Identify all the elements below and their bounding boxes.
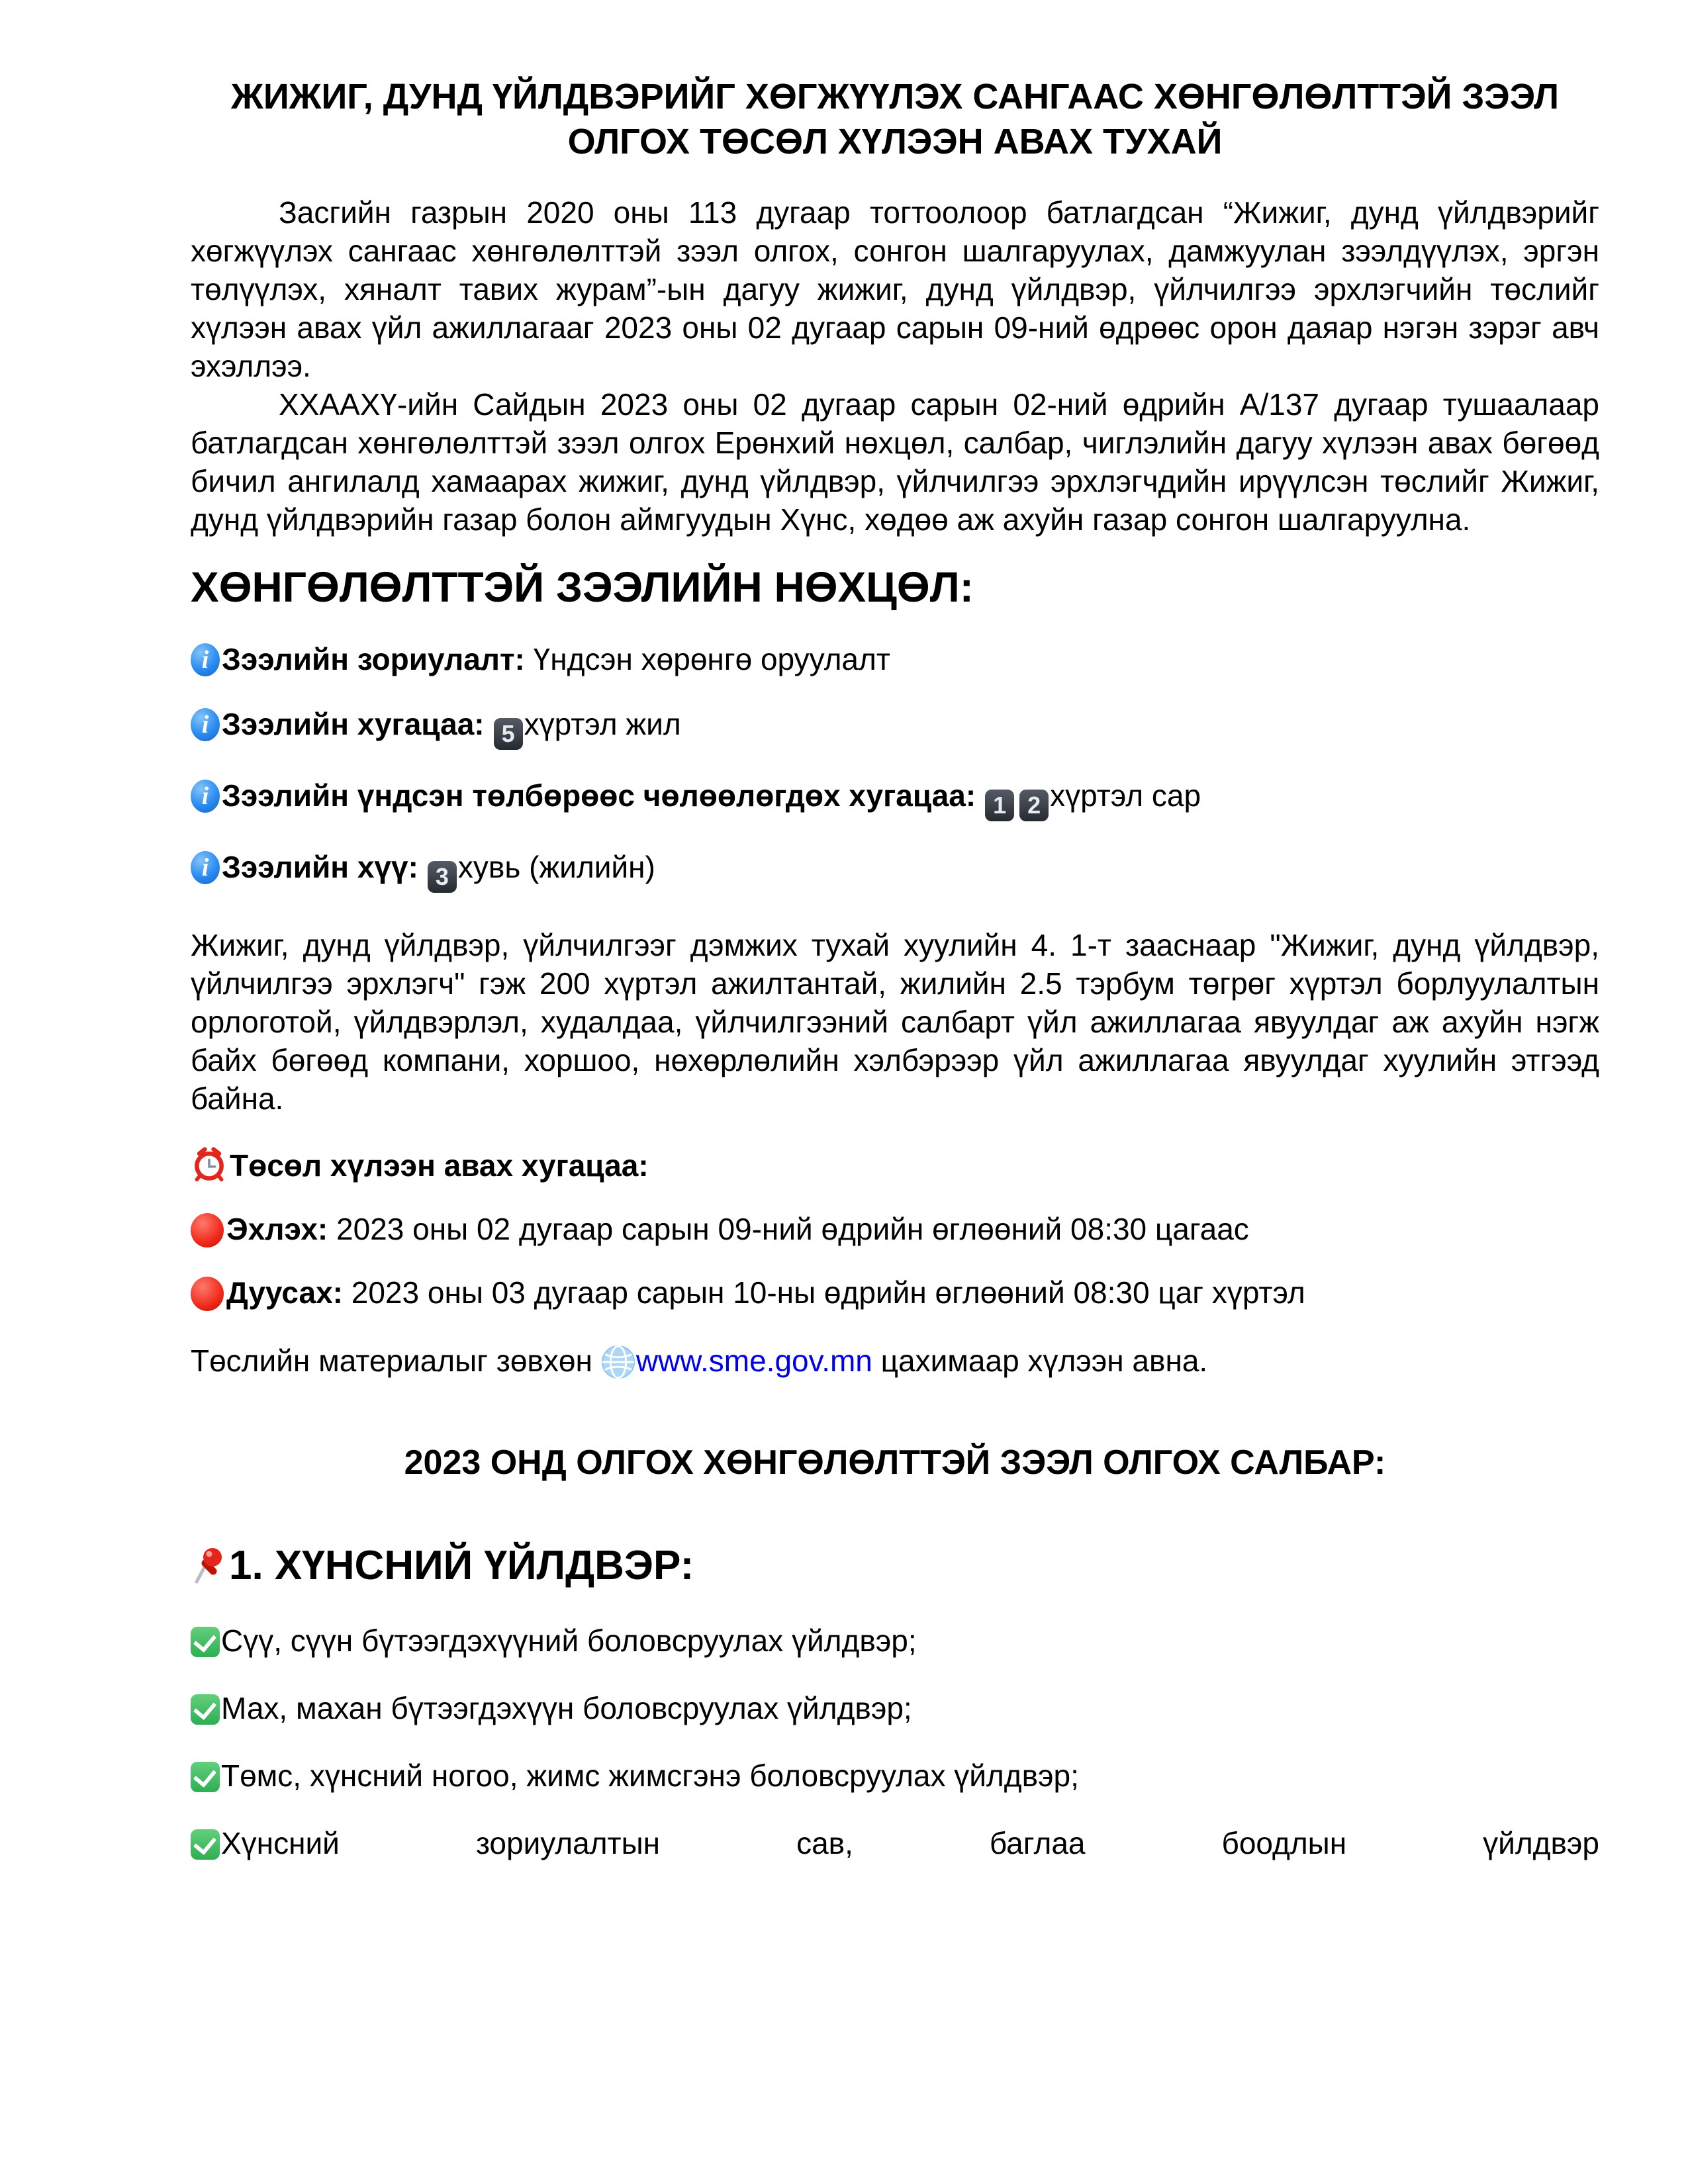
sector-item-packaging [191,1824,1599,1862]
check-icon [191,1762,220,1792]
loan-conditions-heading: ХӨНГӨЛӨЛТТЭЙ ЗЭЭЛИЙН НӨХЦӨЛ: [191,563,974,611]
document-title-line2: ОЛГОХ ТӨСӨЛ ХҮЛЭЭН АВАХ ТУХАЙ [567,122,1223,161]
condition-value: хувь (жилийн) [457,850,655,884]
sector-item-text: Сүү, сүүн бүтээгдэхүүний боловсруулах үйлдвэр; [221,1623,917,1658]
condition-row-purpose [191,640,1599,678]
schedule-end-row [191,1273,1599,1312]
sector-item-text: Мах, махан бүтээгдэхүүн боловсруулах үйлдвэр; [221,1691,912,1725]
condition-row-term [191,705,1599,750]
condition-label: Зээлийн хугацаа: [222,707,485,741]
keycap-digit-icon: 1 [985,790,1014,821]
submission-line [191,1342,1599,1380]
sectors-main-heading: 2023 ОНД ОЛГОХ ХӨНГӨЛӨЛТТЭЙ ЗЭЭЛ ОЛГОХ САЛБАР: [404,1443,1386,1482]
schedule-end-label: Дуусах: [226,1275,343,1310]
condition-row-interest [191,848,1599,893]
check-icon [191,1829,220,1860]
condition-label: Зээлийн зориулалт: [222,642,525,676]
submission-suffix: цахимаар хүлээн авна. [872,1343,1208,1378]
sector-item-vegetable [191,1756,1599,1795]
condition-value: Үндсэн хөрөнгө оруулалт [524,642,890,676]
condition-label: Зээлийн үндсэн төлбөрөөс чөлөөлөгдөх хугацаа: [222,778,976,813]
sme-website-link[interactable]: www.sme.gov.mn [635,1343,872,1378]
submission-prefix: Төслийн материалыг зөвхөн [191,1343,592,1378]
globe-icon [600,1344,636,1380]
condition-label: Зээлийн хүү: [222,850,418,884]
paragraph-intro-1: Засгийн газрын 2020 оны 113 дугаар тогтоолоор батлагдсан “Жижиг, дунд үйлдвэрийг хөгжүүлэх сангаас хөнгөлөлттэй зээл олгох, сонгон шалгаруулах, дамжуулан зээлдүүлэх, эргэн төлүүлэх, хяналт тавих журам”-ын дагуу жижиг, дунд үйлдвэр, үйлчилгээ эрхлэгчийн төслийг хүлээн авах үйл ажиллагааг 2023 оны 02 дугаар сарын 09-ний өдрөөс орон даяар нэгэн зэрэг авч эхэллээ. [191,195,1599,383]
schedule-start-row [191,1210,1599,1248]
sector-item-meat [191,1689,1599,1727]
schedule-start-label: Эхлэх: [226,1212,328,1246]
document-title [191,74,1599,164]
info-icon [191,780,220,813]
keycap-digit-icon: 5 [494,718,523,750]
sector-item-dairy [191,1621,1599,1660]
info-icon [191,708,220,741]
pushpin-icon [191,1546,228,1586]
keycap-digit-icon: 2 [1019,790,1049,821]
alarm-clock-icon [191,1146,228,1183]
check-icon [191,1627,220,1657]
condition-value: хүртэл жил [524,707,681,741]
document-title-line1: ЖИЖИГ, ДУНД ҮЙЛДВЭРИЙГ ХӨГЖҮҮЛЭХ САНГААС ХӨНГӨЛӨЛТТЭЙ ЗЭЭЛ [231,77,1559,116]
check-icon [191,1694,220,1725]
sector-food-heading [191,1539,1599,1592]
condition-value: хүртэл сар [1050,778,1201,813]
red-circle-icon [191,1213,224,1248]
info-icon [191,851,220,884]
keycap-digit-icon: 3 [428,861,457,893]
schedule-start-text: 2023 оны 02 дугаар сарын 09-ний өдрийн өглөөний 08:30 цагаас [328,1212,1249,1246]
red-circle-icon [191,1277,224,1311]
condition-row-grace-period [191,776,1599,821]
schedule-end-text: 2023 оны 03 дугаар сарын 10-ны өдрийн өглөөний 08:30 цаг хүртэл [342,1275,1305,1310]
sector-item-text: Хүнсний зориулалтын сав, баглаа боодлын үйлдвэр [221,1826,1599,1860]
paragraph-intro-2: ХХААХҮ-ийн Сайдын 2023 оны 02 дугаар сарын 02-ний өдрийн А/137 дугаар тушаалаар батлагдсан хөнгөлөлттэй зээл олгох Ерөнхий нөхцөл, салбар, чиглэлийн дагуу хүлээн авах бөгөөд бичил ангилалд хамаарах жижиг, дунд үйлдвэр, үйлчилгээ эрхлэгчдийн ирүүлсэн төслийг Жижиг, дунд үйлдвэрийн газар болон аймгуудын Хүнс, хөдөө аж ахуйн газар сонгон шалгаруулна. [191,387,1599,537]
sector-item-text: Төмс, хүнсний ногоо, жимс жимсгэнэ боловсруулах үйлдвэр; [221,1758,1079,1793]
schedule-heading-text: Төсөл хүлээн авах хугацаа: [230,1148,649,1183]
info-icon [191,643,220,676]
sector-food-heading-text: 1. ХҮНСНИЙ ҮЙЛДВЭР: [229,1543,694,1588]
paragraph-sme-definition: Жижиг, дунд үйлдвэр, үйлчилгээг дэмжих тухай хуулийн 4. 1-т зааснаар "Жижиг, дунд үйлдвэр, үйлчилгээ эрхлэгч" гэж 200 хүртэл ажилтантай, жилийн 2.5 тэрбум төгрөг хүртэл борлуулалтын орлоготой, үйлдвэрлэл, худалдаа, үйлчилгээний салбарт үйл ажиллагаа явуулдаг аж ахуйн нэгж байх бөгөөд компани, хоршоо, нөхөрлөлийн хэлбэрээр үйл ажиллагаа явуулдаг хуулийн этгээд байна. [191,928,1599,1116]
schedule-heading [191,1146,1599,1185]
